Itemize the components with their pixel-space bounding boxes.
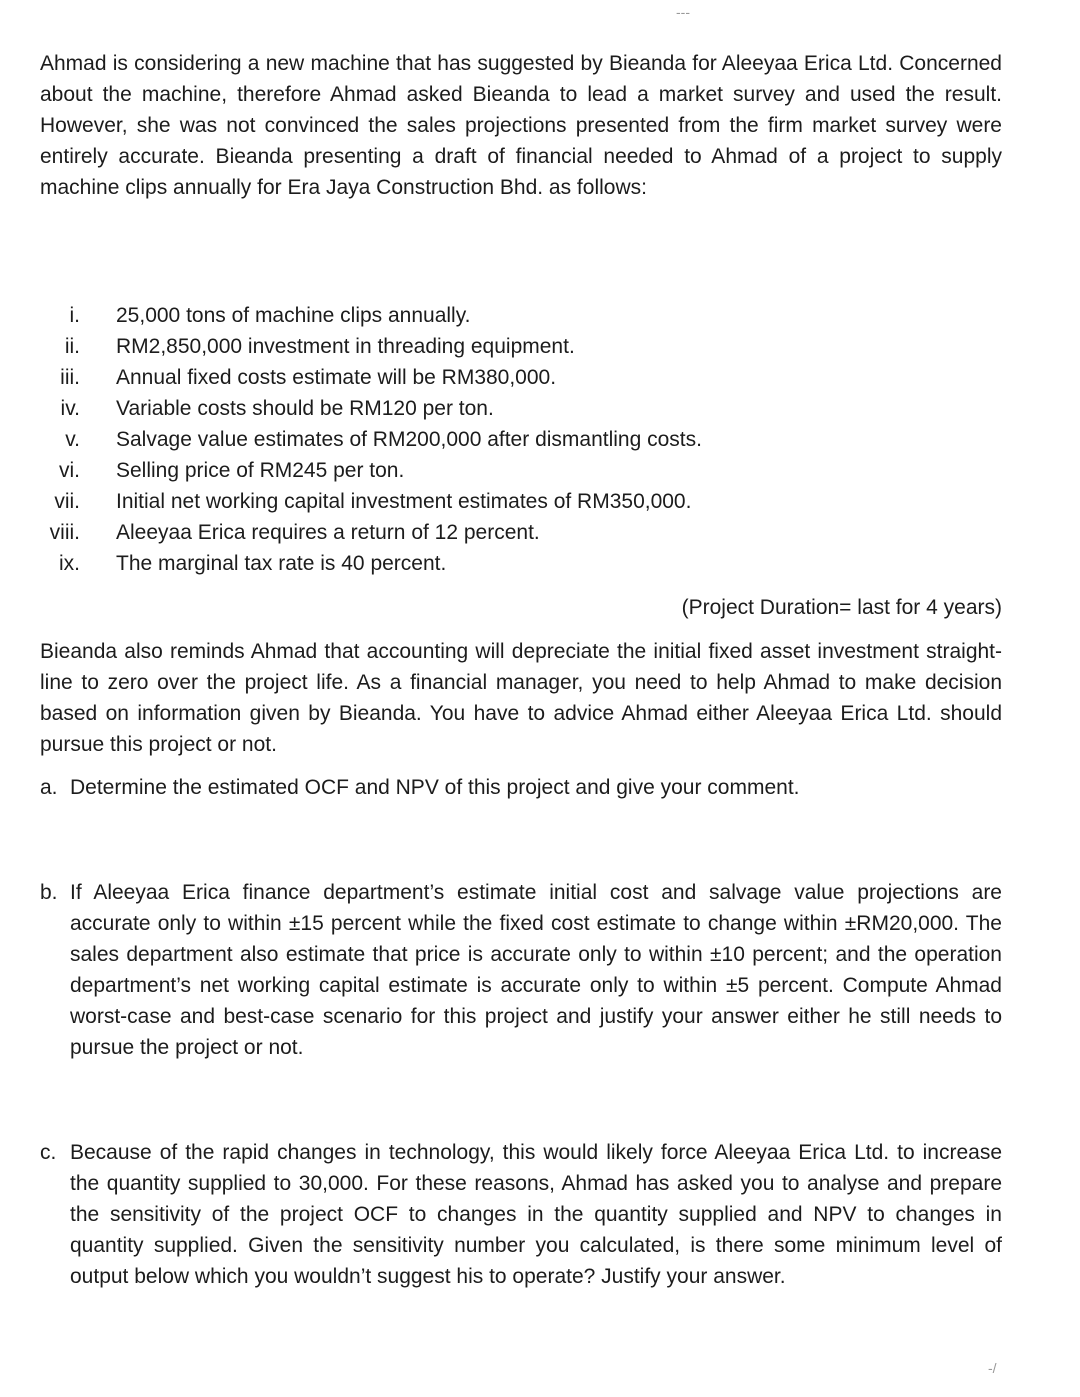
question-label: c. — [40, 1141, 57, 1164]
list-item-text: 25,000 tons of machine clips annually. — [116, 304, 471, 327]
list-item-text: Aleeyaa Erica requires a return of 12 percent. — [116, 521, 540, 544]
list-item-number: v. — [65, 428, 80, 451]
question-b — [40, 877, 1002, 1063]
question-label: b. — [40, 881, 58, 904]
question-label: a. — [40, 776, 58, 799]
list-item — [40, 548, 940, 579]
project-duration-note: (Project Duration= last for 4 years) — [681, 596, 1002, 619]
list-item — [40, 486, 940, 517]
list-item-number: ix. — [59, 552, 80, 575]
list-item — [40, 331, 940, 362]
question-text: Because of the rapid changes in technology, this would likely force Aleeyaa Erica Ltd. to increase the quantity supplied to 30,000. For these reasons, Ahmad has asked you to analyse and prepare the sensitivity of the project OCF to changes in the quantity supplied and NPV to changes in quantity supplied. Given the sensitivity number you calculated, is there some minimum level of output below which you wouldn’t suggest his to operate? Justify your answer. — [70, 1141, 1002, 1288]
list-item-text: Selling price of RM245 per ton. — [116, 459, 405, 482]
question-text: If Aleeyaa Erica finance department’s estimate initial cost and salvage value projections are accurate only to within ±15 percent while the fixed cost estimate to change within ±RM20,000. The sales department also estimate that price is accurate only to within ±10 percent; and the operation department’s net working capital estimate is accurate only to within ±5 percent. Compute Ahmad worst-case and best-case scenario for this project and justify your answer either he still needs to pursue the project or not. — [70, 881, 1002, 1059]
list-item-number: iii. — [60, 366, 80, 389]
list-item-text: Salvage value estimates of RM200,000 after dismantling costs. — [116, 428, 702, 451]
list-item-number: vii. — [54, 490, 80, 513]
question-text: Determine the estimated OCF and NPV of this project and give your comment. — [70, 776, 800, 799]
depreciation-paragraph: Bieanda also reminds Ahmad that accounting will depreciate the initial fixed asset investment straight-line to zero over the project life. As a financial manager, you need to help Ahmad to make decision based on information given by Bieanda. You have to advice Ahmad either Aleeyaa Erica Ltd. should pursue this project or not. — [40, 640, 1002, 756]
question-a — [40, 772, 1002, 803]
list-item-number: iv. — [60, 397, 80, 420]
list-item — [40, 424, 940, 455]
list-item — [40, 362, 940, 393]
scan-mark-bottom: -/ — [988, 1360, 997, 1376]
question-c — [40, 1137, 1002, 1292]
assumption-list — [40, 300, 940, 579]
list-item-text: Annual fixed costs estimate will be RM380,000. — [116, 366, 557, 389]
list-item — [40, 455, 940, 486]
intro-paragraph: Ahmad is considering a new machine that has suggested by Bieanda for Aleeyaa Erica Ltd. Concerned about the machine, therefore Ahmad asked Bieanda to lead a market survey and used the result. However, she was not convinced the sales projections presented from the firm market survey were entirely accurate. Bieanda presenting a draft of financial needed to Ahmad of a project to supply machine clips annually for Era Jaya Construction Bhd. as follows: — [40, 52, 1002, 199]
list-item-number: viii. — [49, 521, 80, 544]
list-item-text: Variable costs should be RM120 per ton. — [116, 397, 494, 420]
list-item — [40, 393, 940, 424]
list-item-number: vi. — [59, 459, 80, 482]
list-item — [40, 300, 940, 331]
scan-mark-top: --- — [676, 4, 690, 20]
list-item — [40, 517, 940, 548]
list-item-text: The marginal tax rate is 40 percent. — [116, 552, 447, 575]
list-item-number: ii. — [64, 335, 80, 358]
list-item-text: RM2,850,000 investment in threading equipment. — [116, 335, 575, 358]
list-item-number: i. — [69, 304, 80, 327]
list-item-text: Initial net working capital investment estimates of RM350,000. — [116, 490, 692, 513]
